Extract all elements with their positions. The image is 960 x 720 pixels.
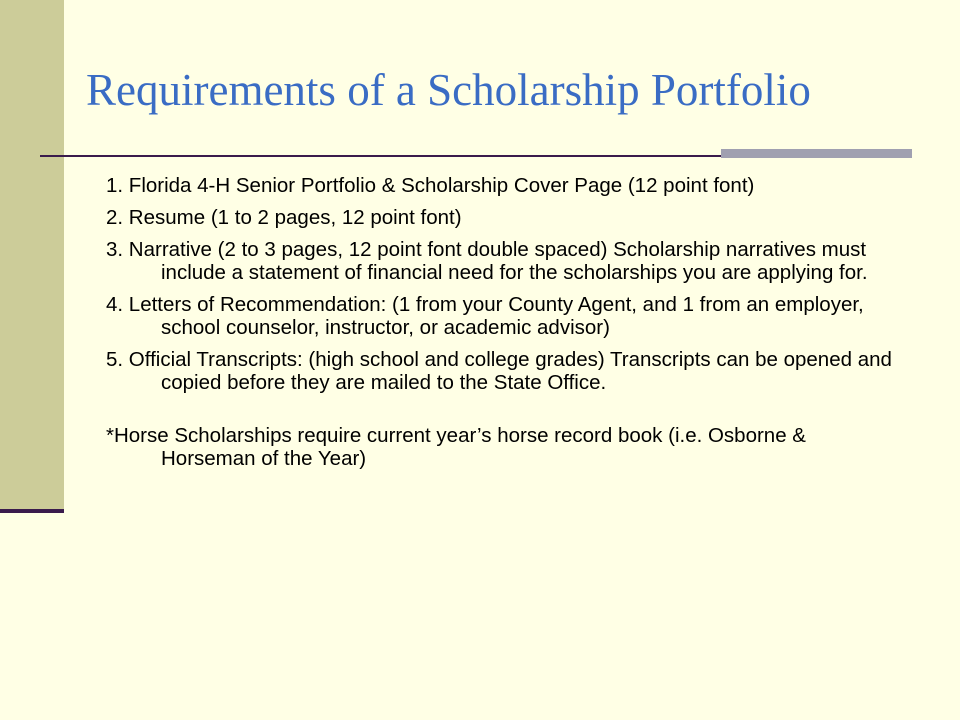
footnote: *Horse Scholarships require current year’s horse record book (i.e. Osborne & Horseman of the Year) [106,424,806,470]
list-item: 4. Letters of Recommendation: (1 from your County Agent, and 1 from an employer, school counselor, instructor, or academic advisor) [106,293,864,339]
list-item: 1. Florida 4-H Senior Portfolio & Scholarship Cover Page (12 point font) [106,174,755,197]
sidebar-divider [0,509,64,513]
list-item: 3. Narrative (2 to 3 pages, 12 point font double spaced) Scholarship narratives must include a statement of financial need for the scholarships you are applying for. [106,238,868,284]
title-accent-bar [721,149,912,158]
sidebar-decoration [0,0,64,510]
slide-title: Requirements of a Scholarship Portfolio [86,65,811,115]
list-item: 5. Official Transcripts: (high school and college grades) Transcripts can be opened and copied before they are mailed to the State Office. [106,348,892,394]
list-item: 2. Resume (1 to 2 pages, 12 point font) [106,206,462,229]
requirements-list [106,174,906,479]
